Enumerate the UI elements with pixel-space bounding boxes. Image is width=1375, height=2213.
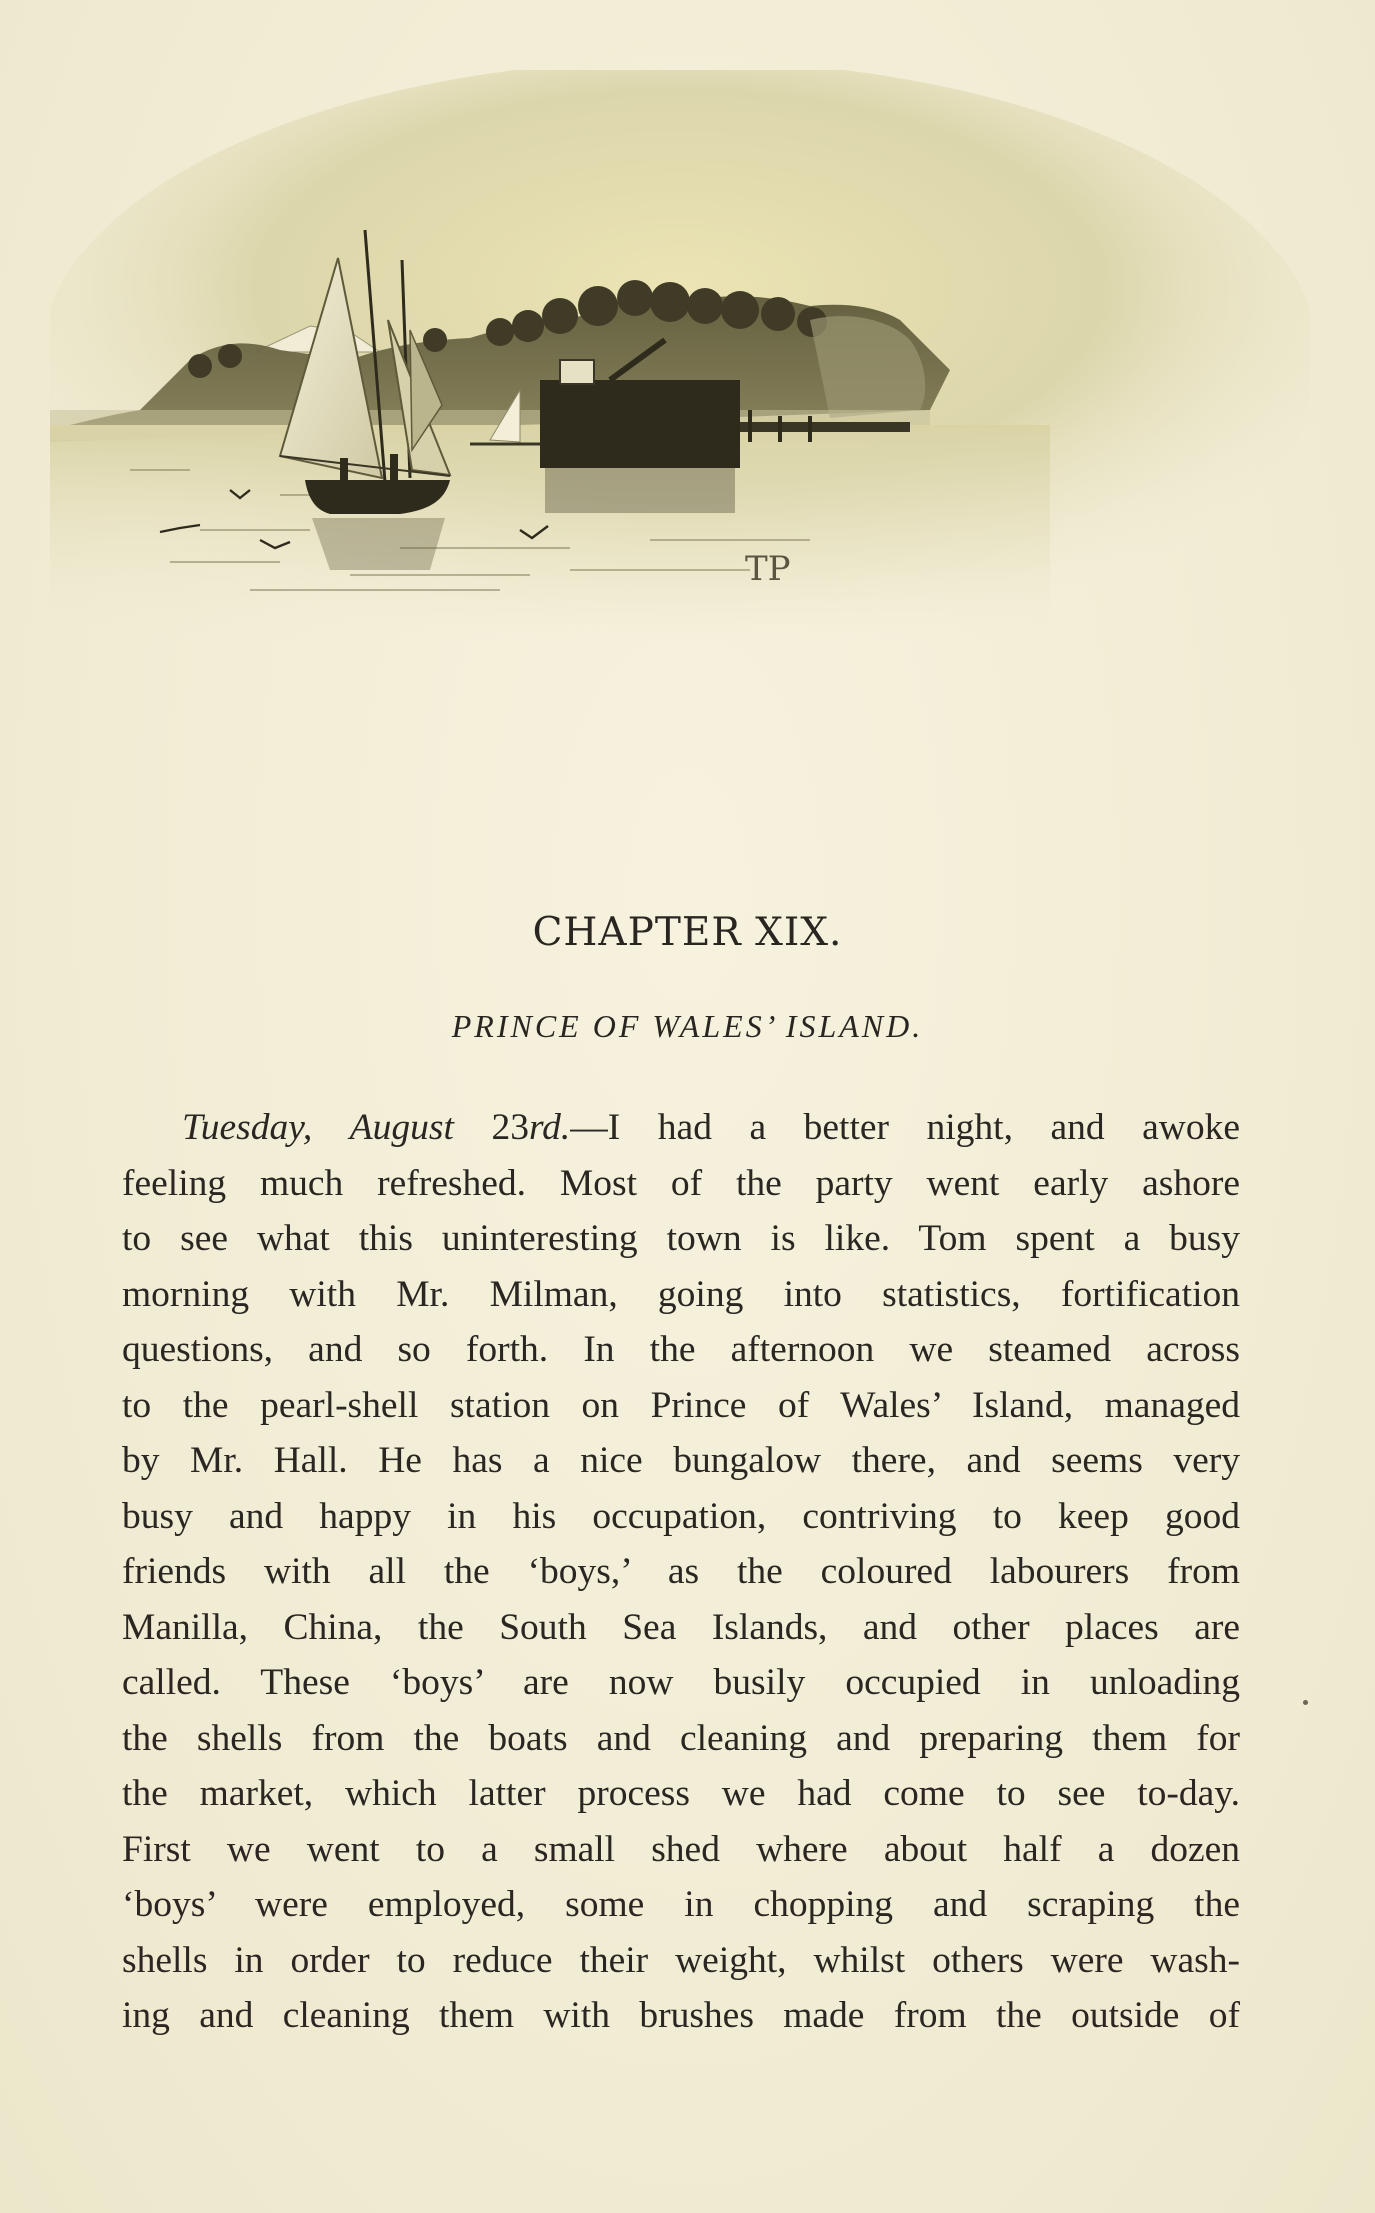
fort — [540, 380, 740, 468]
diary-day: Tuesday, — [182, 1107, 313, 1148]
body-line: to the pearl-shell station on Prince of Wales’ Island, managed — [122, 1384, 1240, 1426]
chapter-body — [122, 1100, 1240, 2044]
body-line: questions, and so forth. In the afternoon we steamed across — [122, 1329, 1240, 1370]
chapter-subtitle: PRINCE OF WALES’ ISLAND. — [451, 1008, 924, 1044]
chapter-illustration — [50, 70, 1310, 850]
artist-monogram — [745, 549, 791, 589]
boat-reflection — [312, 518, 445, 570]
chapter-title: CHAPTER XIX. — [532, 910, 843, 955]
diary-date: 23 — [491, 1107, 529, 1148]
body-line: friends with all the ‘boys,’ as the coloured labourers from — [122, 1551, 1240, 1592]
body-line: feeling much refreshed. Most of the party went early ashore — [122, 1162, 1240, 1204]
body-line: ‘boys’ were employed, some in chopping and scraping the — [122, 1884, 1240, 1925]
body-line: the shells from the boats and cleaning and preparing them for — [122, 1717, 1240, 1759]
fort-tower — [560, 360, 594, 384]
diary-date-suffix: rd. — [528, 1107, 571, 1148]
ink-speck — [1303, 1700, 1308, 1705]
body-line: shells in order to reduce their weight, whilst others were wash- — [122, 1939, 1240, 1981]
body-line: busy and happy in his occupation, contriving to keep good — [122, 1495, 1240, 1537]
body-line: by Mr. Hall. He has a nice bungalow there, and seems very — [122, 1440, 1240, 1481]
body-line-1 — [122, 1100, 1240, 1156]
body-line: the market, which latter process we had come to see to-day. — [122, 1773, 1240, 1814]
body-line: ing and cleaning them with brushes made from the outside of — [122, 1995, 1240, 2036]
fort-reflection — [545, 468, 735, 513]
monogram-text: TP — [745, 549, 791, 589]
body-line: to see what this uninteresting town is like. Tom spent a busy — [122, 1218, 1240, 1259]
jetty — [740, 422, 910, 432]
body-line: First we went to a small shed where about half a dozen — [122, 1828, 1240, 1870]
diary-first-line-rest: —I had a better night, and awoke — [570, 1107, 1241, 1148]
diary-month: August — [349, 1107, 454, 1148]
body-line: called. These ‘boys’ are now busily occupied in unloading — [122, 1662, 1240, 1703]
body-line: morning with Mr. Milman, going into statistics, fortification — [122, 1273, 1240, 1315]
body-line: Manilla, China, the South Sea Islands, and other places are — [122, 1606, 1240, 1648]
